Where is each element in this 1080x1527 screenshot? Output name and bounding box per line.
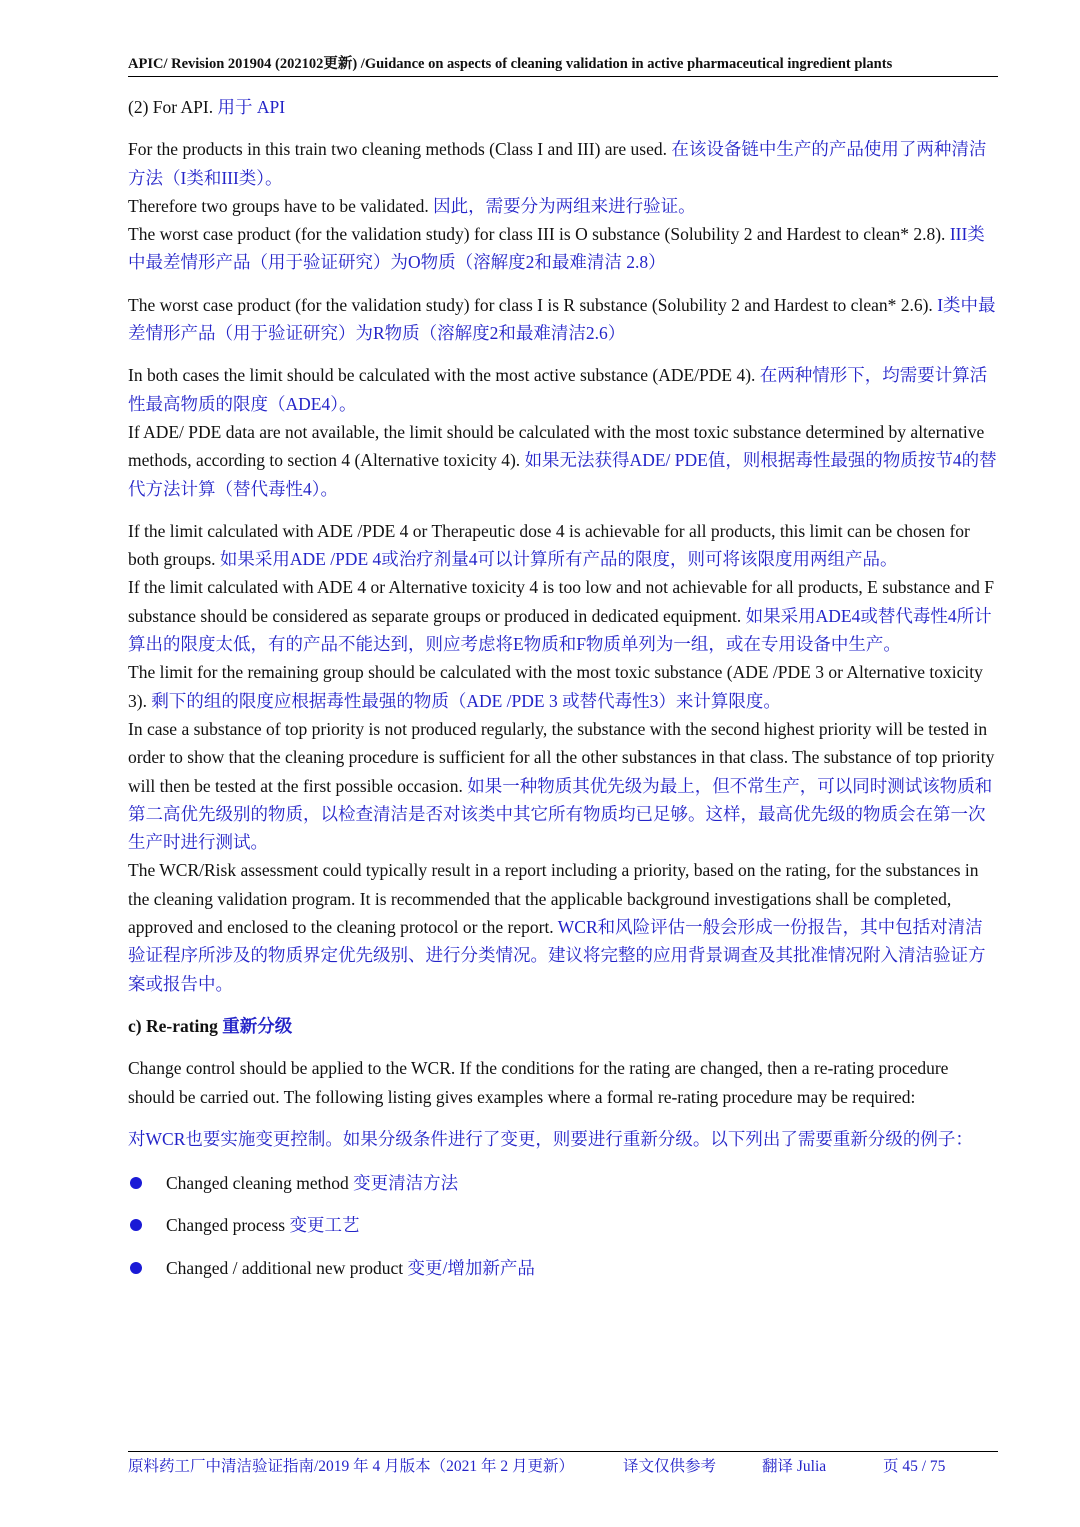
bullet-icon [130,1177,142,1189]
bullet-icon [130,1262,142,1274]
item-en: Changed process [166,1215,290,1236]
text-en: The worst case product (for the validation study) for class I is R substance (Solubility 2 and Hardest to clean* 2.6). [128,294,938,315]
paragraph-separate-groups [128,573,998,658]
footer-translator: 翻译 Julia [762,1458,827,1475]
text-en: If the limit calculated with ADE 4 or Alternative toxicity 4 is too low and not achievable for all products, E substance and F substance should be considered as separate groups or produced in dedicated equipment. [128,577,995,626]
text-zh: 在两种情形下，均需要计算活性最高物质的限度（ADE4）。 [128,365,988,414]
text-en: The WCR/Risk assessment could typically result in a report including a priority, based on the rating, for the substances in the cleaning validation program. It is recommended that the applicable background investigations shall be completed, approved and enclosed to the cleaning protocol or the report. [128,860,979,938]
list-item [128,1254,998,1282]
text-zh: 剩下的组的限度应根据毒性最强的物质（ADE /PDE 3 或替代毒性3）来计算限度。 [151,690,781,711]
item-zh: 变更工艺 [289,1215,360,1236]
paragraph-alternative-toxicity [128,418,998,503]
text-en: Therefore two groups have to be validated. [128,195,434,216]
paragraph-worst-case-class-i [128,291,998,348]
text-en: In case a substance of top priority is not produced regularly, the substance with the second highest priority will be tested in order to show that the cleaning procedure is sufficient for all the other substances in that class. The substance of top priority will then be tested at the first possible occasion. [128,718,995,796]
text-en: In both cases the limit should be calculated with the most active substance (ADE/PDE 4). [128,365,760,386]
text-en: The limit for the remaining group should be calculated with the most toxic substance (ADE /PDE 3 or Alternative toxicity 3). [128,662,983,711]
list-item [128,1169,998,1197]
text-zh: WCR和风险评估一般会形成一份报告，其中包括对清洁验证程序所涉及的物质界定优先级别、进行分类情况。建议将完整的应用背景调查及其批准情况附入清洁验证方案或报告中。 [128,917,986,994]
item-zh: 变更清洁方法 [353,1173,459,1194]
text-zh: 在该设备链中生产的产品使用了两种清洁方法（I类和III类）。 [128,139,987,188]
text-en: The worst case product (for the validation study) for class III is O substance (Solubility 2 and Hardest to clean* 2.8). [128,224,950,245]
bullet-icon [130,1219,142,1231]
item-en: Changed / additional new product [166,1257,408,1278]
text-zh: 如果一种物质其优先级为最上，但不常生产，可以同时测试该物质和第二高优先级别的物质，以检查清洁是否对该类中其它所有物质均已足够。这样，最高优先级的物质会在第一次生产时进行测试。 [128,775,993,853]
paragraph-wcr-risk-assessment [128,856,998,997]
text-zh: I类中最差情形产品（用于验证研究）为R物质（溶解度2和最难清洁2.6） [128,294,996,344]
text-en: If ADE/ PDE data are not available, the limit should be calculated with the most toxic substance determined by alternative methods, according to section 4 (Alternative toxicity 4). [128,421,985,471]
text-en: (2) For API. [128,97,218,117]
re-rating-examples-list [128,1169,998,1282]
document-body [128,93,998,1296]
heading-en: c) Re-rating [128,1015,223,1036]
paragraph-change-control-zh: 对WCR也要实施变更控制。如果分级条件进行了变更，则要进行重新分级。以下列出了需要重新分级的例子： [128,1128,973,1149]
section-heading-re-rating [128,1012,998,1040]
item-en: Changed cleaning method [166,1173,354,1194]
header-divider [128,76,998,77]
text-zh: 如果采用ADE /PDE 4或治疗剂量4可以计算所有产品的限度，则可将该限度用两组产品。 [219,549,898,570]
paragraph-remaining-group [128,658,998,715]
paragraph-most-active-substance [128,361,998,418]
footer-note: 译文仅供参考 [623,1458,717,1475]
text-zh: III类中最差情形产品（用于验证研究）为O物质（溶解度2和最难清洁 2.8） [128,224,985,273]
text-zh: 如果采用ADE4或替代毒性4所计算出的限度太低，有的产品不能达到，则应考虑将E物质和F物质单列为一组，或在专用设备中生产。 [128,605,992,655]
paragraph-cleaning-methods [128,135,998,192]
list-item [128,1211,998,1239]
paragraph-for-api [128,93,998,121]
page-header: APIC/ Revision 201904 (202102更新) /Guidance on aspects of cleaning validation in active pharmaceutical ingredient plants [128,56,893,72]
text-zh: 如果无法获得ADE/ PDE值，则根据毒性最强的物质按节4的替代方法计算（替代毒性4）。 [128,450,997,499]
paragraph-top-priority [128,715,998,856]
heading-zh: 重新分级 [222,1015,293,1036]
text-en: If the limit calculated with ADE /PDE 4 or Therapeutic dose 4 is achievable for all products, this limit can be chosen for both groups. [128,520,970,570]
footer-page-number: 页 45 / 75 [883,1458,946,1475]
footer-doc-title: 原料药工厂中清洁验证指南/2019 年 4 月版本（2021 年 2 月更新） [128,1458,575,1475]
paragraph-change-control [128,1054,998,1111]
item-zh: 变更/增加新产品 [407,1257,535,1278]
text-en: Change control should be applied to the WCR. If the conditions for the rating are changed, then a re-rating procedure should be carried out. The following listing gives examples where a formal re-rating procedure may be required: [128,1058,949,1107]
paragraph-two-groups [128,192,998,220]
text-zh: 用于 API [217,97,286,117]
paragraph-worst-case-class-iii [128,220,998,277]
text-en: For the products in this train two cleaning methods (Class I and III) are used. [128,139,672,160]
footer-divider [128,1451,998,1452]
paragraph-limit-both-groups [128,517,998,574]
text-zh: 因此，需要分为两组来进行验证。 [433,195,696,216]
